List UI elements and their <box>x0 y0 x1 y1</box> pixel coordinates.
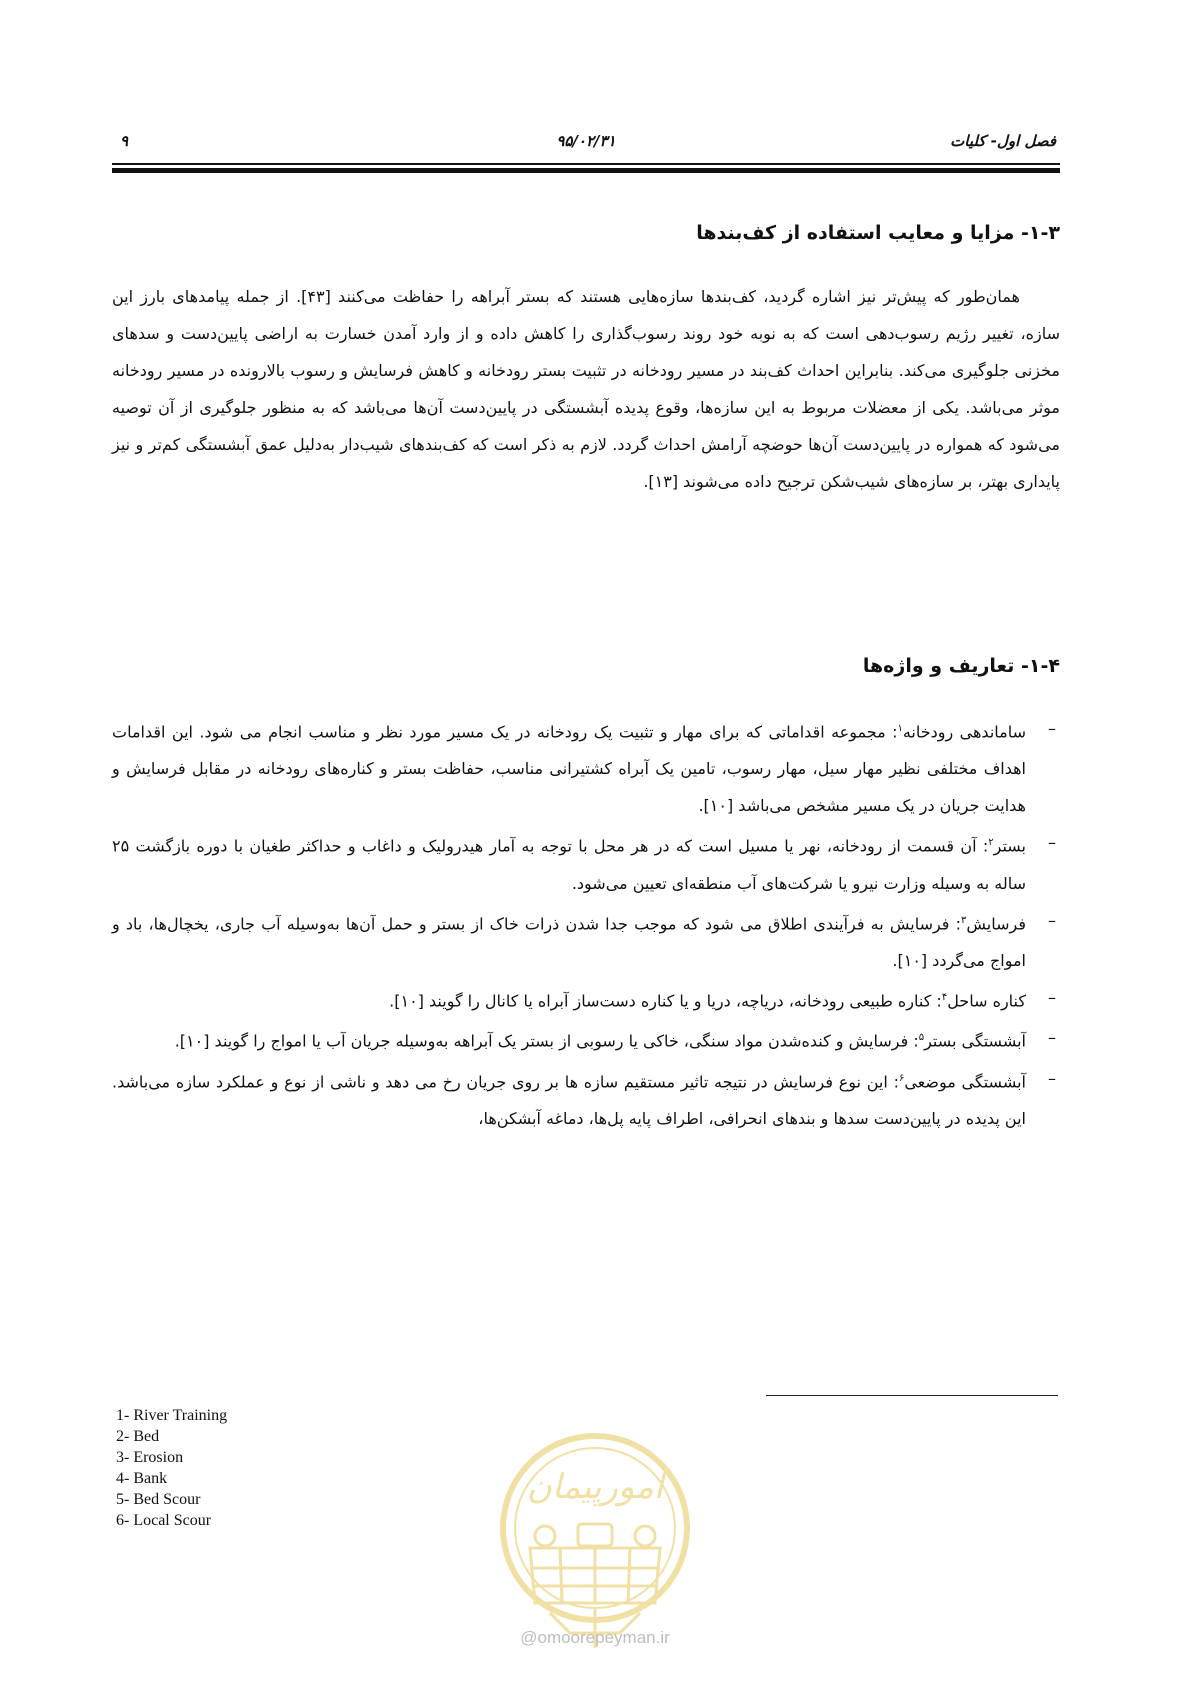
definition-term: فرسایش <box>966 913 1026 933</box>
header-rule-thick <box>112 168 1060 173</box>
page-header <box>112 126 1060 156</box>
footnote: 1- River Training <box>116 1407 228 1424</box>
definition-text: : این نوع فرسایش در نتیجه تاثیر مستقیم سازه ها بر روی جریان رخ می دهد و ناشی از نوع و عملکرد سازه می‌باشد. این پدیده در پایین‌دست سدها و بندهای انحرافی، اطراف پایه پل‌ها، دماغه آبشکن‌ها، <box>112 1071 1026 1128</box>
paragraph-text: همان‌طور که پیش‌تر نیز اشاره گردید، کف‌بندها سازه‌هایی هستند که بستر آبراهه را حفاظت می‌کنند [۴۳]. از جمله پیامدهای بارز این سازه، تغییر رژیم رسوب‌دهی است که به نوبه خود روند رسوب‌گذاری را کاهش داده و از وارد آمدن خسارت به اراضی پایین‌دست و سدهای مخزنی جلوگیری می‌کند. بنابراین احداث کف‌بند در مسیر رودخانه در تثبیت بستر رودخانه و کاهش فرسایش و رسوب بالارونده در مسیر رودخانه موثر می‌باشد. یکی از معضلات مربوط به این سازه‌ها، وقوع پدیده آبشستگی در پایین‌دست آن‌ها می‌باشد که به منظور جلوگیری از آن توصیه می‌شود که همواره در پایین‌دست آن‌ها حوضچه آرامش احداث گردد. لازم به ذکر است که کف‌بندهای شیب‌دار به‌دلیل عمق آبشستگی کم‌تر و نیز پایداری بهتر، بر سازه‌های شیب‌شکن ترجیح داده می‌شوند [۱۳]. <box>112 287 1060 491</box>
footnote-ref: ۲ <box>988 837 994 849</box>
footnote-ref: ۱ <box>897 723 903 734</box>
watermark-logo-text: امورپیمان <box>526 1467 664 1507</box>
footnote: 3- Erosion <box>116 1449 184 1466</box>
list-item <box>112 902 1060 979</box>
list-dash: – <box>1048 910 1056 930</box>
list-dash: – <box>1048 833 1056 853</box>
footnote: 6- Local Scour <box>116 1512 212 1529</box>
header-rule-thin <box>112 163 1060 165</box>
definition-term: آبشستگی بستر <box>924 1031 1026 1051</box>
list-item <box>112 824 1060 901</box>
definition-term: آبشستگی موضعی <box>904 1071 1027 1091</box>
footnote: 4- Bank <box>116 1470 168 1487</box>
footnotes <box>116 1405 227 1531</box>
list-item <box>112 1060 1060 1137</box>
list-item <box>112 1019 1060 1059</box>
list-item <box>112 710 1060 824</box>
definition-text: : آن قسمت از رودخانه، نهر یا مسیل است که در هر محل با توجه به آمار هیدرولیک و داغاب و حداکثر طغیان با دوره بازگشت ۲۵ ساله به وسیله وزارت نیرو یا شرکت‌های آب منطقه‌ای تعیین می‌شود. <box>112 836 1026 893</box>
list-dash: – <box>1048 1028 1056 1048</box>
definition-text: : فرسایش و کنده‌شدن مواد سنگی، خاکی یا رسوبی از بستر یک آبراهه به‌وسیله جریان آب یا امواج را گویند [۱۰]. <box>174 1031 919 1051</box>
header-date: ۹۵/۰۲/۳۱ <box>556 132 616 150</box>
list-dash: – <box>1048 719 1056 738</box>
footnote: 2- Bed <box>116 1428 160 1445</box>
footnote-separator <box>766 1395 1058 1396</box>
definition-term: ساماندهی رودخانه <box>902 722 1027 742</box>
definitions-block <box>112 710 1060 1137</box>
list-dash: – <box>1048 1068 1056 1088</box>
section-heading-definitions: ۱-۴- تعاریف و واژه‌ها <box>862 655 1060 677</box>
chapter-title: فصل اول- کلیات <box>950 132 1056 150</box>
section-paragraph <box>112 278 1060 500</box>
definition-term: بستر <box>993 836 1026 856</box>
footnote: 5- Bed Scour <box>116 1491 201 1508</box>
definition-term: کناره ساحل <box>947 991 1026 1011</box>
definition-text: : مجموعه اقداماتی که برای مهار و تثبیت یک رودخانه در یک مسیر مورد نظر و مناسب انجام می شود. این اقدامات اهداف مختلفی نظیر مهار سیل، مهار رسوب، تامین یک آبراه کشتیرانی مناسب، حفاظت بستر و کناره‌های رودخانه در مقابل فرسایش و هدایت جریان در یک مسیر مشخص می‌باشد [۱۰]. <box>112 722 1026 816</box>
footnote-ref: ۵ <box>918 1032 925 1044</box>
list-item <box>112 979 1060 1019</box>
footnote-ref: ۳ <box>961 914 967 926</box>
definitions-list <box>112 710 1060 1137</box>
footnote-ref: ۶ <box>898 1072 905 1084</box>
page-number: ۹ <box>120 132 129 150</box>
watermark-seal-icon <box>490 1428 700 1658</box>
list-dash: – <box>1048 987 1056 1007</box>
footnote-ref: ۴ <box>941 991 948 1003</box>
at-icon: @ <box>520 1628 538 1647</box>
definition-text: : کناره طبیعی رودخانه، دریاچه، دریا و یا کناره دست‌ساز آبراه یا کانال را گویند [۱۰]. <box>389 991 942 1011</box>
section-heading-advantages: ۱-۳- مزایا و معایب استفاده از کف‌بندها <box>696 222 1060 244</box>
watermark-url-text: omoorepeyman.ir <box>537 1628 670 1647</box>
definition-text: : فرسایش به فرآیندی اطلاق می شود که موجب جدا شدن ذرات خاک از بستر و حمل آن‌ها به‌وسیله آب جاری، یخچال‌ها، باد و امواج می‌گردد [۱۰]. <box>112 913 1026 970</box>
watermark-url <box>480 1628 710 1648</box>
